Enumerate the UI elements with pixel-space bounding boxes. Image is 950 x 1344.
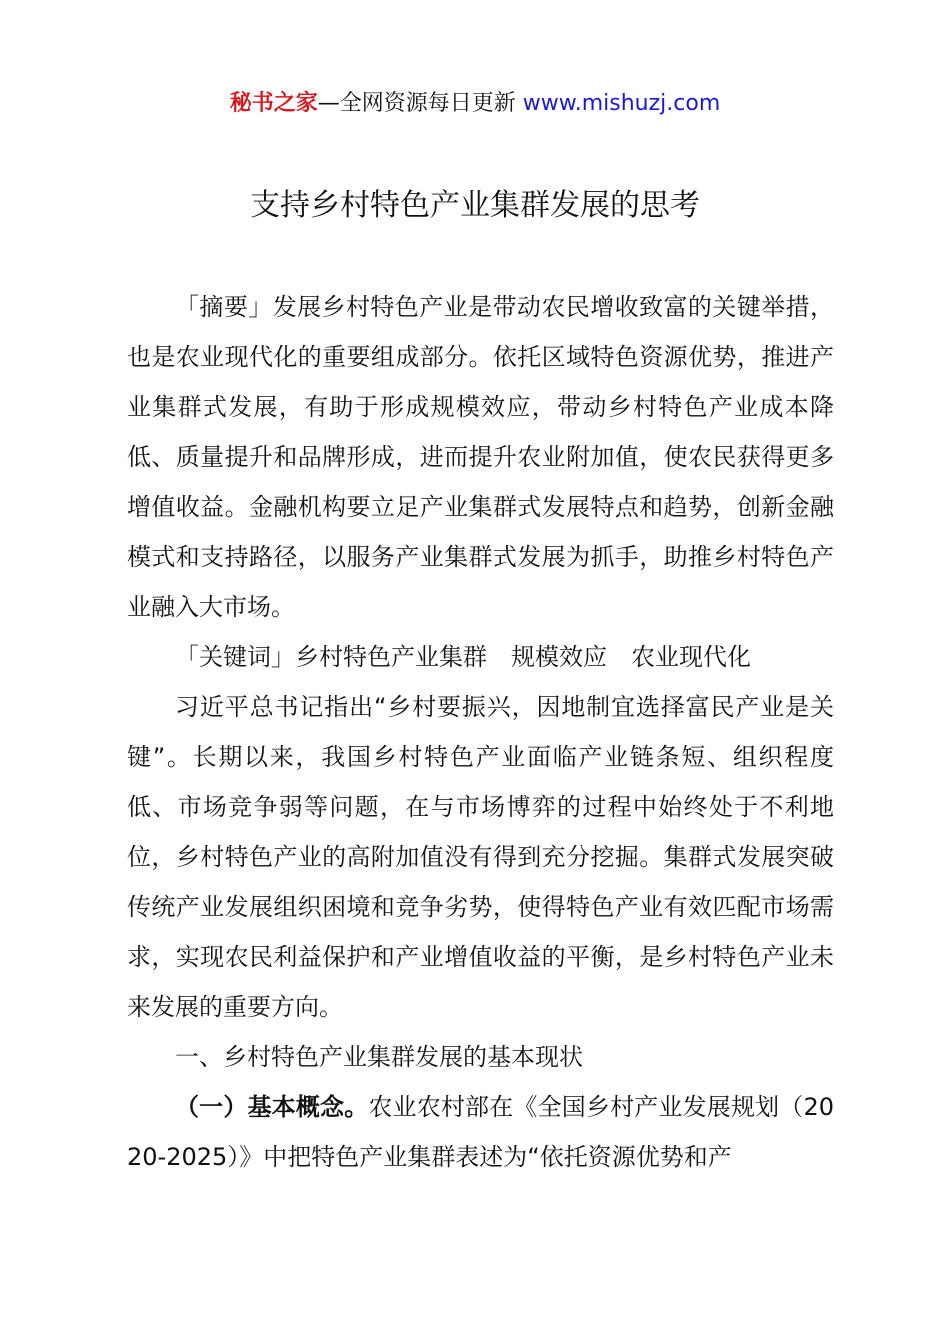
subsection-text: 农业农村部在《全国乡村产业发展规划（2020-2025）》中把特色产业集群表述为“依托资源优势和产 xyxy=(127,1093,834,1171)
keywords-line xyxy=(127,632,834,682)
keyword-item: 规模效应 xyxy=(511,643,607,671)
site-tagline: —全网资源每日更新 xyxy=(317,91,516,116)
intro-paragraph: 习近平总书记指出“乡村要振兴，因地制宜选择富民产业是关键”。长期以来，我国乡村特色产业面临产业链条短、组织程度低、市场竞争弱等问题，在与市场博弈的过程中始终处于不利地位，乡村特色产业的高附加值没有得到充分挖掘。集群式发展突破传统产业发展组织困境和竞争劣势，使得特色产业有效匹配市场需求，实现农民利益保护和产业增值收益的平衡，是乡村特色产业未来发展的重要方向。 xyxy=(127,693,834,1021)
site-url-link[interactable]: www.mishuzj.com xyxy=(522,91,721,116)
site-brand: 秘书之家 xyxy=(229,91,318,116)
document-title: 支持乡村特色产业集群发展的思考 xyxy=(250,188,700,223)
subsection-paragraph xyxy=(127,1082,834,1182)
section-heading: 一、乡村特色产业集群发展的基本现状 xyxy=(175,1043,583,1071)
document-body xyxy=(127,282,834,1182)
keyword-item: 乡村特色产业集群 xyxy=(295,643,487,671)
subsection-label: （一）基本概念。 xyxy=(175,1093,369,1121)
keywords-label: 「关键词」 xyxy=(175,643,295,671)
abstract-paragraph: 「摘要」发展乡村特色产业是带动农民增收致富的关键举措，也是农业现代化的重要组成部分。依托区域特色资源优势，推进产业集群式发展，有助于形成规模效应，带动乡村特色产业成本降低、质量提升和品牌形成，进而提升农业附加值，使农民获得更多增值收益。金融机构要立足产业集群式发展特点和趋势，创新金融模式和支持路径，以服务产业集群式发展为抓手，助推乡村特色产业融入大市场。 xyxy=(127,293,834,621)
keyword-item: 农业现代化 xyxy=(631,643,751,671)
site-header xyxy=(0,88,950,120)
